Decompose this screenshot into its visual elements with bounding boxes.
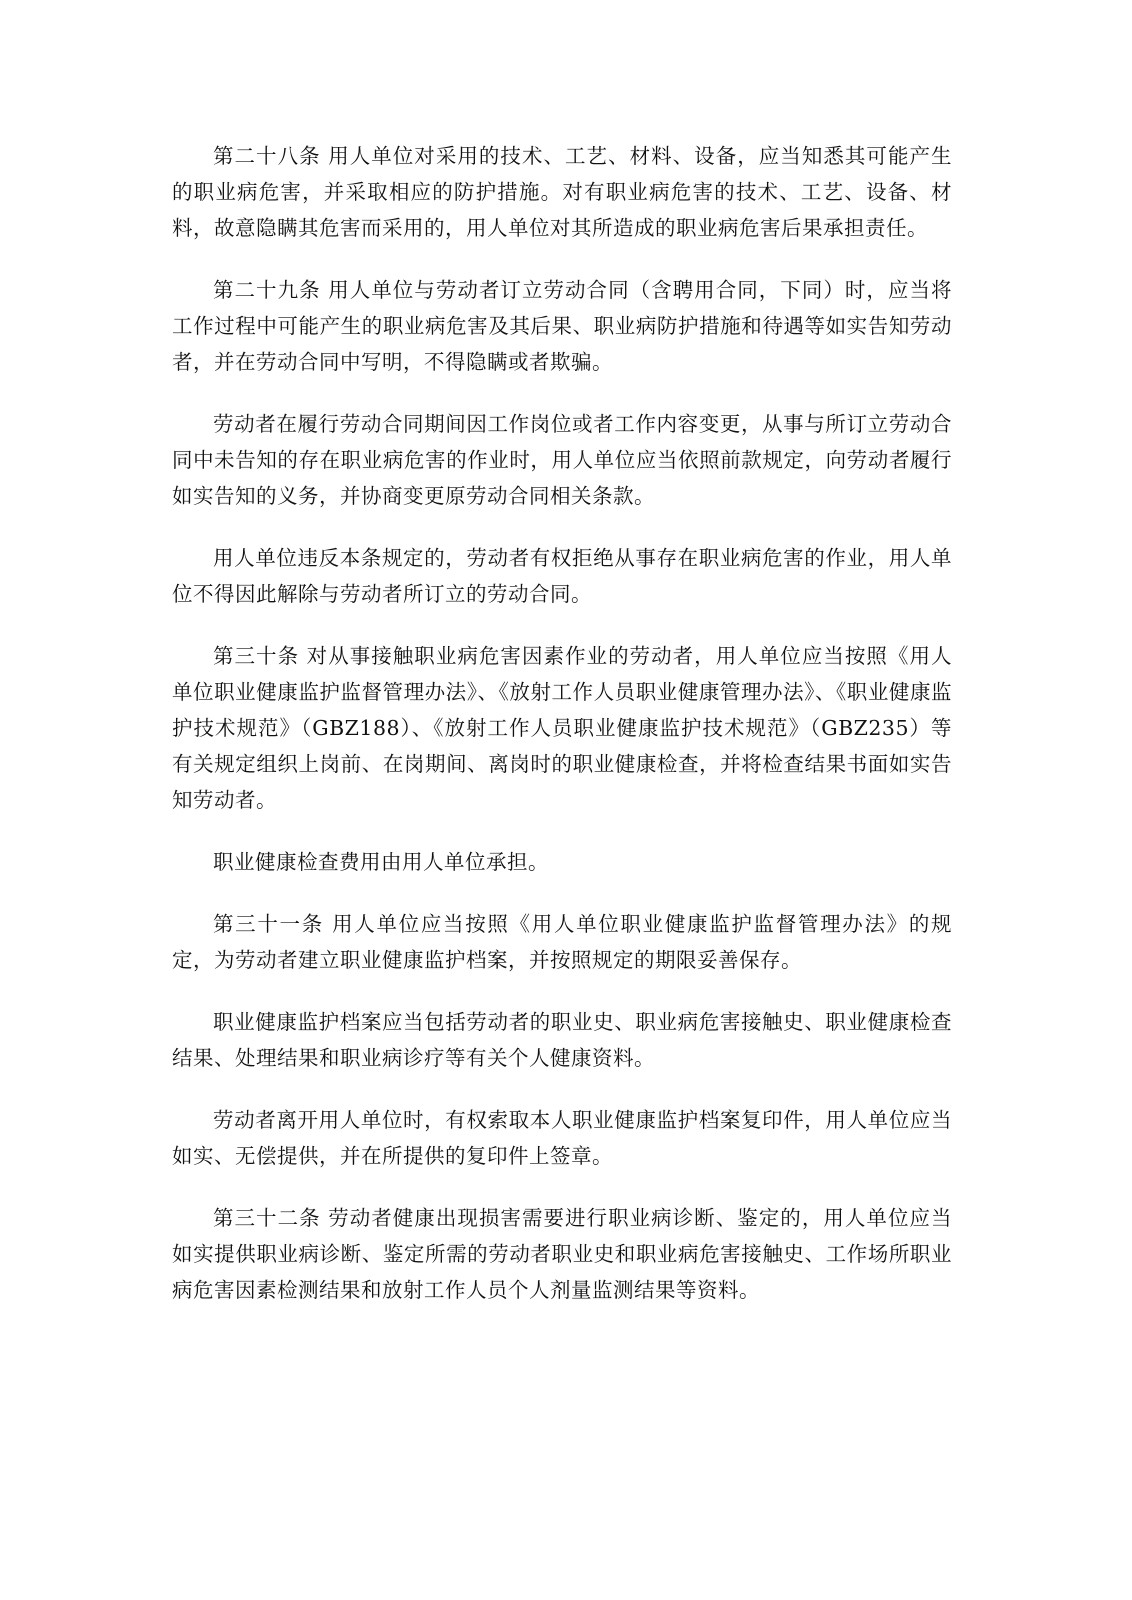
paragraph-article-30: 第三十条 对从事接触职业病危害因素作业的劳动者，用人单位应当按照《用人单位职业健康监护监督管理办法》、《放射工作人员职业健康管理办法》、《职业健康监护技术规范》（GBZ188）、《放射工作人员职业健康监护技术规范》（GBZ235）等有关规定组织上岗前、在岗期间、离岗时的职业健康检查，并将检查结果书面如实告知劳动者。: [172, 644, 952, 812]
document-body: [172, 138, 952, 1334]
paragraph-article-28: 第二十八条 用人单位对采用的技术、工艺、材料、设备，应当知悉其可能产生的职业病危害，并采取相应的防护措施。对有职业病危害的技术、工艺、设备、材料，故意隐瞒其危害而采用的，用人单位对其所造成的职业病危害后果承担责任。: [172, 144, 952, 240]
paragraph-article-29-clause-2: 劳动者在履行劳动合同期间因工作岗位或者工作内容变更，从事与所订立劳动合同中未告知的存在职业病危害的作业时，用人单位应当依照前款规定，向劳动者履行如实告知的义务，并协商变更原劳动合同相关条款。: [172, 412, 952, 508]
paragraph-article-31: 第三十一条 用人单位应当按照《用人单位职业健康监护监督管理办法》的规定，为劳动者建立职业健康监护档案，并按照规定的期限妥善保存。: [172, 912, 952, 972]
paragraph-article-31-clause-3: 劳动者离开用人单位时，有权索取本人职业健康监护档案复印件，用人单位应当如实、无偿提供，并在所提供的复印件上签章。: [172, 1108, 952, 1168]
paragraph-article-29: 第二十九条 用人单位与劳动者订立劳动合同（含聘用合同，下同）时，应当将工作过程中可能产生的职业病危害及其后果、职业病防护措施和待遇等如实告知劳动者，并在劳动合同中写明，不得隐瞒或者欺骗。: [172, 278, 952, 374]
paragraph-article-29-clause-3: 用人单位违反本条规定的，劳动者有权拒绝从事存在职业病危害的作业，用人单位不得因此解除与劳动者所订立的劳动合同。: [172, 546, 952, 606]
paragraph-article-30-clause-2: 职业健康检查费用由用人单位承担。: [213, 850, 549, 874]
paragraph-article-31-clause-2: 职业健康监护档案应当包括劳动者的职业史、职业病危害接触史、职业健康检查结果、处理结果和职业病诊疗等有关个人健康资料。: [172, 1010, 952, 1070]
paragraph-article-32: 第三十二条 劳动者健康出现损害需要进行职业病诊断、鉴定的，用人单位应当如实提供职业病诊断、鉴定所需的劳动者职业史和职业病危害接触史、工作场所职业病危害因素检测结果和放射工作人员个人剂量监测结果等资料。: [172, 1206, 952, 1302]
